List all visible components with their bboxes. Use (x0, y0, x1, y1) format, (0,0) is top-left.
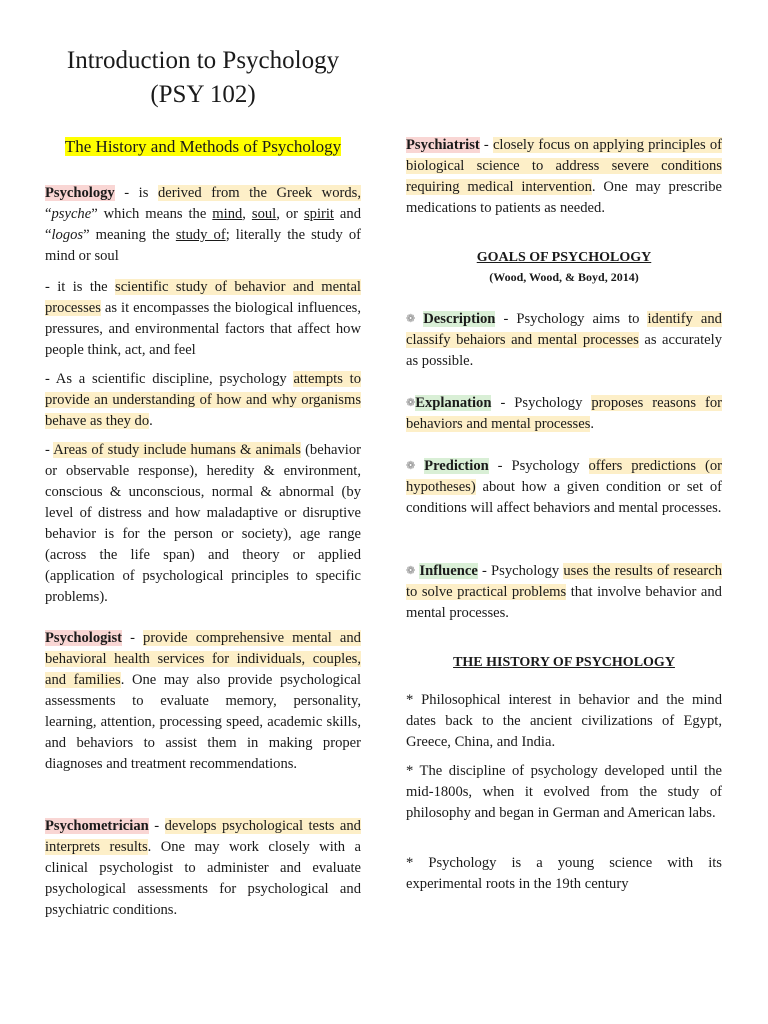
flower-bullet-icon: ❁ (406, 565, 416, 577)
goals-citation: (Wood, Wood, & Boyd, 2014) (489, 270, 639, 284)
term-psychologist: Psychologist (45, 630, 123, 646)
title-line-1: Introduction to Psychology (66, 47, 340, 74)
goal-influence: ❁ Influence - Psychology uses the results of research to solve practical problems that involve behavior and mental processes. (406, 563, 722, 621)
psychiatrist-definition: Psychiatrist - closely focus on applying principles of biological science to address severe conditions requiring medical intervention. One may prescribe medications to patients as needed. (406, 137, 723, 216)
psychology-areas-of-study: - Areas of study include humans & animals (behavior or observable response), heredity & environment, conscious & unconscious, normal & abnormal (by level of distress and how maladaptive or disruptive behavior is for the person or society), age range (across the life span) and theory or applied (application of psychological principles to specific problems). (45, 442, 361, 605)
psychology-definition: Psychology - is derived from the Greek words, “psyche” which means the mind, soul, or spirit and “logos” meaning the study of; literally the study of mind or soul (45, 185, 361, 264)
goal-description: ❁ Description - Psychology aims to identify and classify behaiors and mental processes as accurately as possible. (406, 311, 723, 369)
history-point-3: * Psychology is a young science with its experimental roots in the 19th century (406, 855, 722, 892)
psychologist-definition: Psychologist - provide comprehensive mental and behavioral health services for individuals, couples, and families. One may also provide psychological assessments to evaluate memory, personality, learning, attention, processing speed, academic skills, and behaviors to assist them in making proper diagnoses and treatment recommendations. (45, 630, 361, 772)
history-heading-block (406, 652, 722, 673)
page-title (45, 44, 361, 112)
term-prediction: Prediction (424, 458, 489, 474)
psychometrician-definition: Psychometrician - develops psychological tests and interprets results. One may work closely with a clinical psychologist to administer and evaluate psychological assessments for psychological and psychiatric conditions. (45, 818, 361, 918)
term-psychometrician: Psychometrician (45, 818, 149, 834)
flower-bullet-icon: ❁ (406, 313, 416, 325)
flower-bullet-icon: ❁ (406, 397, 416, 409)
history-point-1: * Philosophical interest in behavior and the mind dates back to the ancient civilizations of Egypt, Greece, China, and India. (406, 692, 722, 750)
flower-bullet-icon: ❁ (406, 460, 416, 472)
psychology-discipline: - As a scientific discipline, psychology attempts to provide an understanding of how and why organisms behave as they do. (45, 371, 362, 429)
subtitle-text: The History and Methods of Psychology (64, 137, 342, 156)
psychology-scientific-study: - it is the scientific study of behavior and mental processes as it encompasses the biological influences, pressures, and environmental factors that affect how people think, act, and feel (45, 279, 361, 358)
goal-prediction: ❁ Prediction - Psychology offers predictions (or hypotheses) about how a given condition or set of conditions will affect behaviors and mental processes. (406, 458, 722, 516)
term-psychiatrist: Psychiatrist (406, 137, 480, 153)
goals-heading: GOALS OF PSYCHOLOGY (476, 250, 652, 265)
term-psychology: Psychology (45, 185, 115, 201)
goal-explanation: ❁Explanation - Psychology proposes reasons for behaviors and mental processes. (406, 395, 722, 432)
goals-heading-block (406, 247, 722, 286)
title-line-2: (PSY 102) (150, 81, 256, 108)
section-subtitle (45, 136, 361, 158)
term-description: Description (423, 311, 496, 327)
term-influence: Influence (419, 563, 478, 579)
term-explanation: Explanation (415, 395, 492, 411)
history-point-2: * The discipline of psychology developed until the mid-1800s, when it evolved from the study of philosophy and began in German and American labs. (406, 763, 722, 821)
history-heading: THE HISTORY OF PSYCHOLOGY (453, 655, 675, 670)
